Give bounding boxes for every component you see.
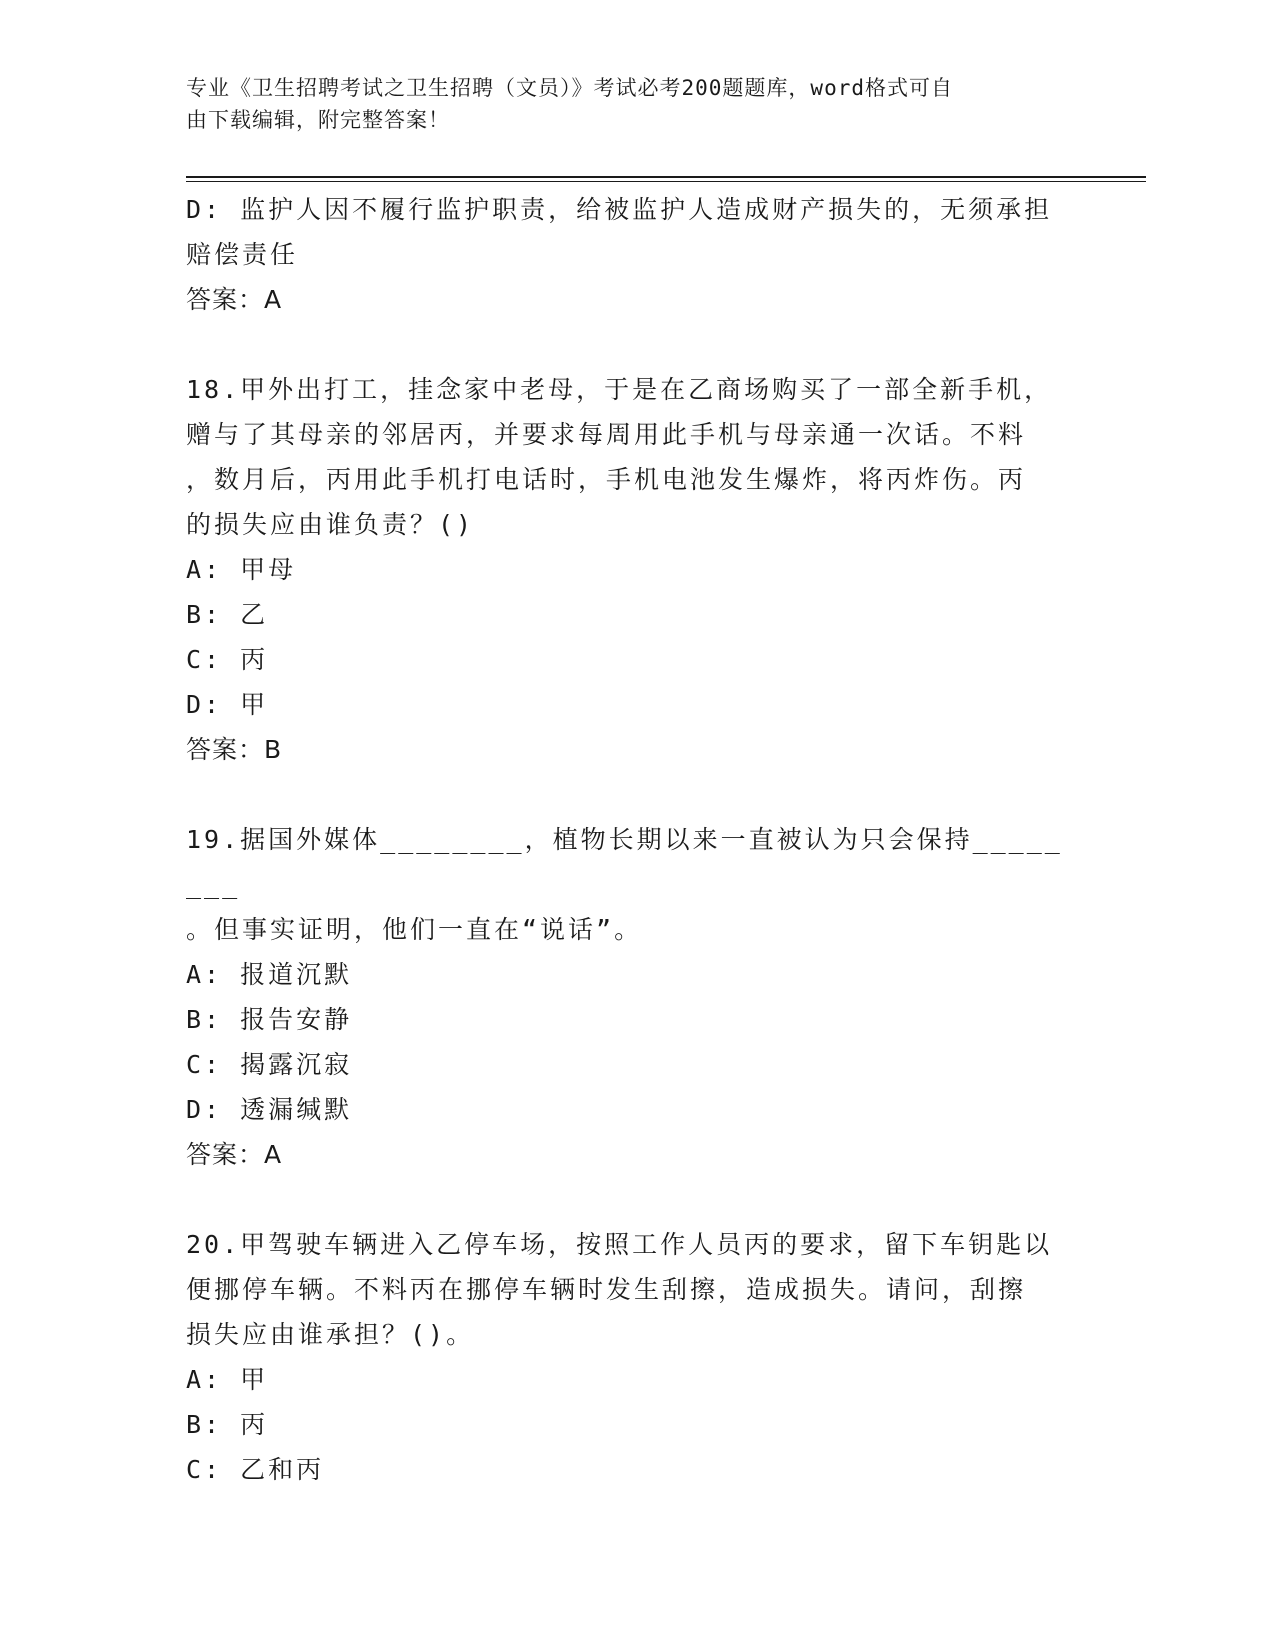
question-stem: 便挪停车辆。不料丙在挪停车辆时发生刮擦，造成损失。请问，刮擦 bbox=[186, 1275, 1027, 1304]
header-line-1: 专业《卫生招聘考试之卫生招聘（文员）》考试必考200题题库，word格式可自 bbox=[186, 76, 953, 100]
answer: 答案：B bbox=[186, 735, 283, 764]
question-stem: 19.据国外媒体________，植物长期以来一直被认为只会保持________ bbox=[186, 825, 1063, 899]
question-20 bbox=[186, 1222, 1066, 1492]
header-line-2: 由下载编辑，附完整答案！ bbox=[186, 108, 450, 132]
option-b: B: 乙 bbox=[186, 600, 269, 629]
option-b: B: 报告安静 bbox=[186, 1005, 353, 1034]
answer: 答案：A bbox=[186, 285, 283, 314]
option-c: C: 丙 bbox=[186, 645, 269, 674]
option-a: A: 甲母 bbox=[186, 555, 297, 584]
question-stem: 18.甲外出打工，挂念家中老母，于是在乙商场购买了一部全新手机， bbox=[186, 375, 1053, 404]
question-stem: 。但事实证明，他们一直在“说话”。 bbox=[186, 915, 643, 944]
option-c: C: 乙和丙 bbox=[186, 1455, 325, 1484]
question-stem: ，数月后，丙用此手机打电话时，手机电池发生爆炸，将丙炸伤。丙 bbox=[186, 465, 1027, 494]
option-d: D: 透漏缄默 bbox=[186, 1095, 353, 1124]
question-stem: 20.甲驾驶车辆进入乙停车场，按照工作人员丙的要求，留下车钥匙以 bbox=[186, 1230, 1053, 1259]
option-c: C: 揭露沉寂 bbox=[186, 1050, 353, 1079]
header-rule-thick bbox=[186, 176, 1146, 178]
question-stem: 赠与了其母亲的邻居丙，并要求每周用此手机与母亲通一次话。不料 bbox=[186, 420, 1027, 449]
question-stem: 损失应由谁承担？()。 bbox=[186, 1320, 475, 1349]
option-a: A: 报道沉默 bbox=[186, 960, 353, 989]
question-18 bbox=[186, 367, 1066, 772]
previous-question-tail bbox=[186, 187, 1066, 322]
header-rule-thin bbox=[186, 181, 1146, 182]
question-stem: 的损失应由谁负责？() bbox=[186, 510, 475, 539]
option-d: D: 监护人因不履行监护职责，给被监护人造成财产损失的，无须承担 bbox=[186, 195, 1053, 224]
spacer bbox=[186, 322, 1066, 367]
answer: 答案：A bbox=[186, 1140, 283, 1169]
option-d-continued: 赔偿责任 bbox=[186, 240, 299, 269]
option-a: A: 甲 bbox=[186, 1365, 269, 1394]
spacer bbox=[186, 1177, 1066, 1222]
spacer bbox=[186, 772, 1066, 817]
question-content bbox=[186, 187, 1066, 1492]
option-b: B: 丙 bbox=[186, 1410, 269, 1439]
option-d: D: 甲 bbox=[186, 690, 269, 719]
question-19 bbox=[186, 817, 1066, 1177]
page-header bbox=[186, 72, 1066, 136]
